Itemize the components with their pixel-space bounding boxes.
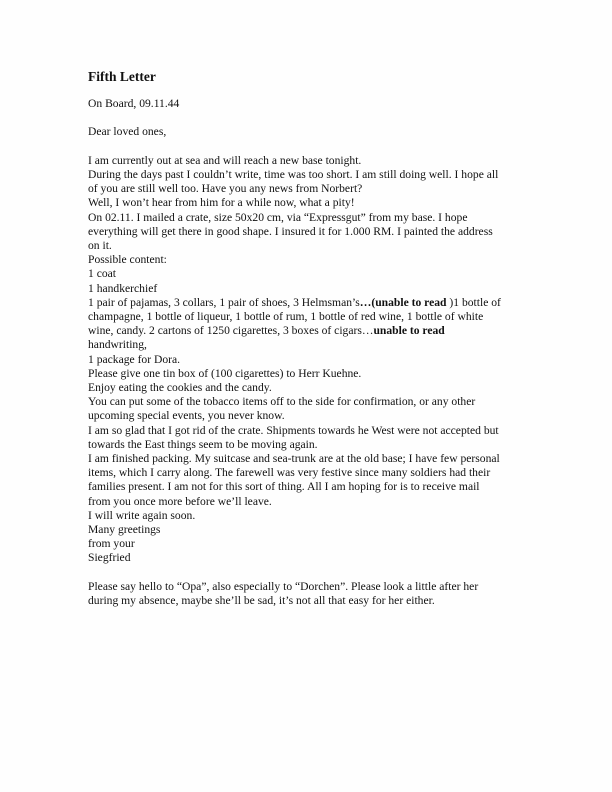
body-line: champagne, 1 bottle of liqueur, 1 bottle of rum, 1 bottle of red wine, 1 bottle of white xyxy=(88,310,484,324)
spacer xyxy=(88,566,588,580)
body-line-pajamas xyxy=(88,296,588,310)
body-line: I am currently out at sea and will reach a new base tonight. xyxy=(88,153,362,167)
postscript-line: during my absence, maybe she’ll be sad, it’s not all that easy for her either. xyxy=(88,594,435,608)
body-line: 1 coat xyxy=(88,267,117,281)
body-line: of you are still well too. Have you any news from Norbert? xyxy=(88,182,363,196)
body-line: from you once more before we’ll leave. xyxy=(88,494,272,508)
closing-from: from your xyxy=(88,537,135,551)
unable-to-read-note: …(unable to read xyxy=(359,295,450,309)
body-line: Possible content: xyxy=(88,253,167,267)
body-line: items, which I carry along. The farewell was very festive since many soldiers had their xyxy=(88,466,491,480)
salutation: Dear loved ones, xyxy=(88,125,167,139)
body-line-wine xyxy=(88,324,588,338)
spacer xyxy=(88,140,588,154)
body-line: Well, I won’t hear from him for a while now, what a pity! xyxy=(88,196,355,210)
unable-to-read-note: unable to read xyxy=(373,324,445,338)
body-line: On 02.11. I mailed a crate, size 50x20 cm, via “Expressgut” from my base. I hope xyxy=(88,210,468,224)
body-line: handwriting, xyxy=(88,338,147,352)
wine-text-start: wine, candy. 2 cartons of 1250 cigarettes, 3 boxes of cigars… xyxy=(88,324,374,338)
body-line: 1 package for Dora. xyxy=(88,352,181,366)
body-line: I am finished packing. My suitcase and sea-trunk are at the old base; I have few personal xyxy=(88,452,500,466)
dateline: On Board, 09.11.44 xyxy=(88,97,180,110)
body-line: upcoming special events, you never know. xyxy=(88,409,285,423)
body-line: I am so glad that I got rid of the crate. Shipments towards he West were not accepted but xyxy=(88,423,499,437)
body-line: families present. I am not for this sort of thing. All I am hoping for is to receive mail xyxy=(88,480,480,494)
postscript-line: Please say hello to “Opa”, also especially to “Dorchen”. Please look a little after her xyxy=(88,579,479,593)
closing-greeting: Many greetings xyxy=(88,523,161,537)
body-line: You can put some of the tobacco items off to the side for confirmation, or any other xyxy=(88,395,476,409)
signature-name: Siegfried xyxy=(88,551,131,565)
body-line: During the days past I couldn’t write, time was too short. I am still doing well. I hope all xyxy=(88,167,499,181)
body-line: I will write again soon. xyxy=(88,508,196,522)
body-line: everything will get there in good shape. I insured it for 1.000 RM. I painted the address xyxy=(88,224,493,238)
spacer xyxy=(88,111,588,125)
pajamas-text-start: 1 pair of pajamas, 3 collars, 1 pair of shoes, 3 Helmsman’s xyxy=(88,295,360,309)
body-line: towards the East things seem to be moving again. xyxy=(88,437,318,451)
body-line: on it. xyxy=(88,239,112,252)
body-line: 1 handkerchief xyxy=(88,281,158,295)
body-line: Enjoy eating the cookies and the candy. xyxy=(88,381,272,395)
letter-content xyxy=(88,69,588,608)
pajamas-text-end: )1 bottle of xyxy=(449,295,501,309)
letter-title: Fifth Letter xyxy=(88,69,156,84)
body-line: Please give one tin box of (100 cigarettes) to Herr Kuehne. xyxy=(88,366,362,380)
